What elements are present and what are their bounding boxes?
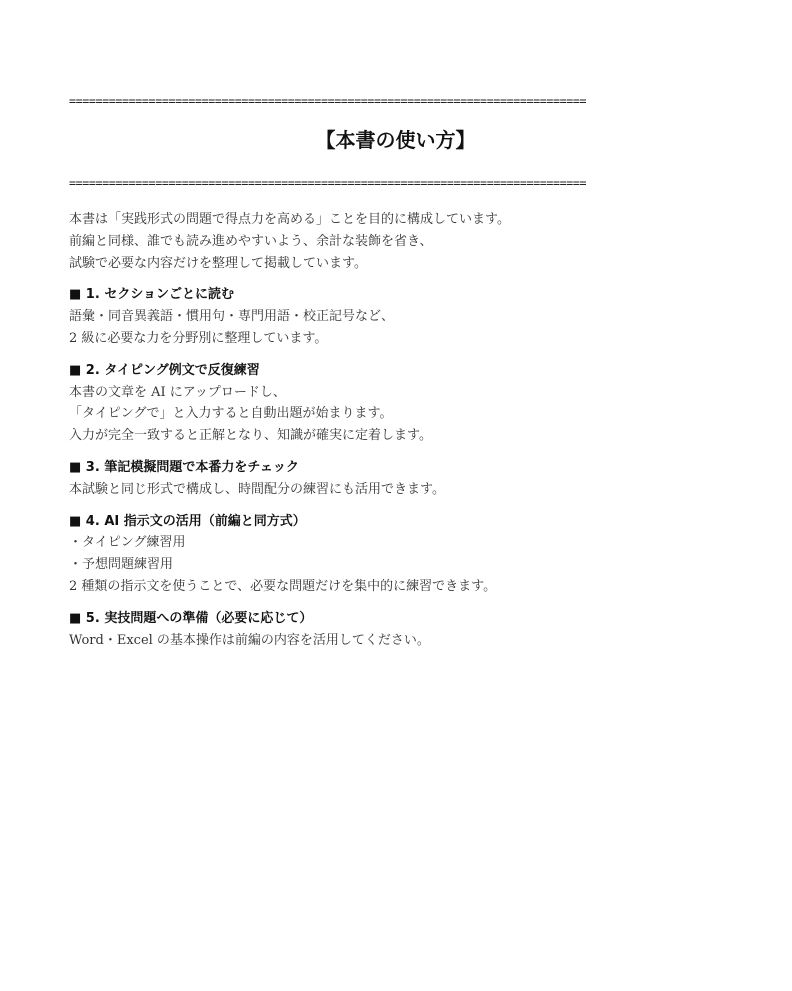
section-5 xyxy=(69,608,709,652)
section-4 xyxy=(69,511,709,598)
section-line: 本書の文章を AI にアップロードし、 xyxy=(69,384,286,400)
section-line: ・予想問題練習用 xyxy=(69,557,174,573)
section-line: 2 級に必要な力を分野別に整理しています。 xyxy=(69,330,328,346)
section-heading: ■ 2. タイピング例文で反復練習 xyxy=(69,362,260,378)
intro-line: 試験で必要な内容だけを整理して掲載しています。 xyxy=(69,255,367,271)
rule-top: ============================================================================== xyxy=(69,94,587,108)
section-line: 「タイピングで」と入力すると自動出題が始まります。 xyxy=(69,406,393,422)
rule-bottom: ============================================================================== xyxy=(69,176,587,190)
section-heading: ■ 3. 筆記模擬問題で本番力をチェック xyxy=(69,459,299,475)
section-heading: ■ 5. 実技問題への準備（必要に応じて） xyxy=(69,610,313,626)
section-line: 語彙・同音異義語・慣用句・専門用語・校正記号など、 xyxy=(69,309,395,325)
section-3 xyxy=(69,457,709,501)
page-title: 【本書の使い方】 xyxy=(315,128,476,152)
section-heading: ■ 1. セクションごとに読む xyxy=(69,287,235,303)
intro-line: 前編と同様、誰でも読み進めやすいよう、余計な装飾を省き、 xyxy=(69,233,433,249)
section-1 xyxy=(69,284,709,349)
section-line: 2 種類の指示文を使うことで、必要な問題だけを集中的に練習できます。 xyxy=(69,578,497,594)
intro-line: 本書は「実践形式の問題で得点力を高める」ことを目的に構成しています。 xyxy=(69,212,510,227)
section-line: Word・Excel の基本操作は前編の内容を活用してください。 xyxy=(69,632,430,648)
section-line: ・タイピング練習用 xyxy=(69,535,186,551)
section-line: 本試験と同じ形式で構成し、時間配分の練習にも活用できます。 xyxy=(69,481,445,497)
section-line: 入力が完全一致すると正解となり、知識が確実に定着します。 xyxy=(69,428,432,444)
section-2 xyxy=(69,360,709,447)
intro-paragraph xyxy=(69,209,709,274)
document-page xyxy=(69,93,709,651)
section-heading: ■ 4. AI 指示文の活用（前編と同方式） xyxy=(69,513,306,529)
